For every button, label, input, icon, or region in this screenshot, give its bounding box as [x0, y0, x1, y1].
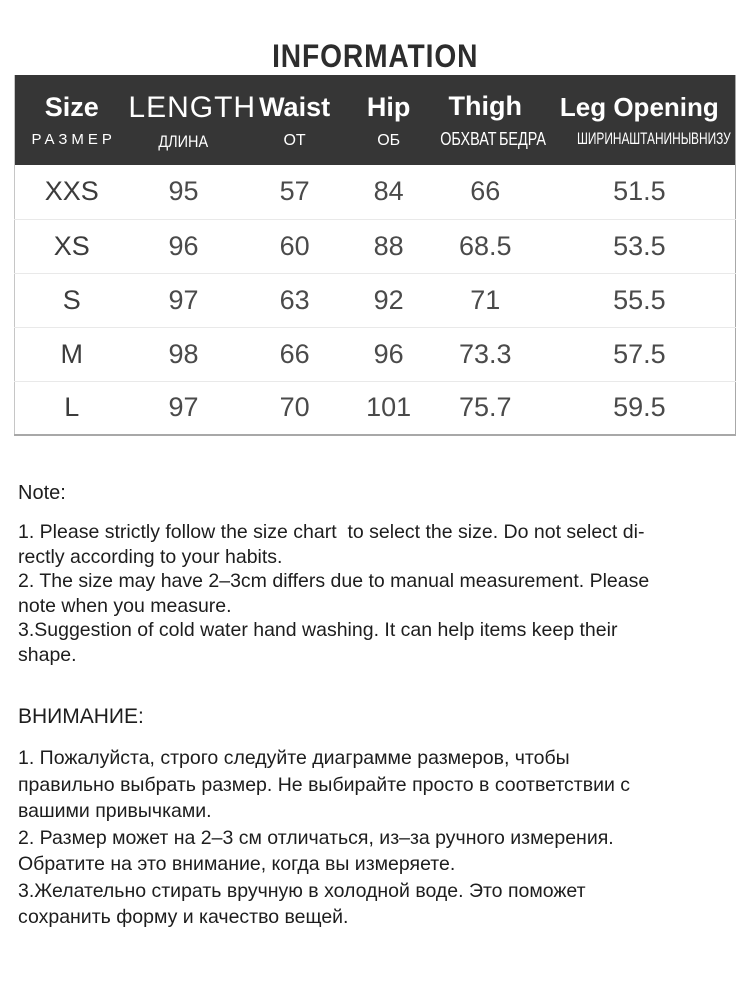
size-row-xs: [15, 219, 736, 273]
thigh-value: 75.7: [427, 381, 544, 435]
thigh-value: 66: [470, 176, 501, 207]
leg-opening-value: 57.5: [544, 327, 736, 381]
column-header-length: [128, 75, 257, 165]
size-label: XS: [15, 219, 129, 273]
note-line: rectly according to your habits.: [18, 545, 283, 568]
attention-line: вашими привычками.: [18, 800, 212, 822]
length-value: 95: [168, 176, 199, 207]
thigh-value: 73.3: [427, 327, 544, 381]
attention-line: Обратите на это внимание, когда вы измеряете.: [18, 853, 456, 875]
length-value: 97: [128, 381, 238, 435]
waist-value: 63: [239, 273, 351, 327]
size-label: XXS: [44, 176, 99, 207]
attention-line: 1. Пожалуйста, строго следуйте диаграмме размеров, чтобы: [18, 747, 570, 769]
hip-value: 92: [350, 273, 426, 327]
size-label: M: [15, 327, 129, 381]
leg-opening-value: 59.5: [544, 381, 736, 435]
size-label: L: [15, 381, 129, 435]
size-label: S: [15, 273, 129, 327]
thigh-value: 68.5: [427, 219, 544, 273]
attention-paragraphs: [18, 745, 732, 931]
column-header-size-ru: РАЗМЕР: [31, 131, 116, 149]
waist-value: 66: [239, 327, 351, 381]
column-header-leg-opening-en: Leg Opening: [559, 91, 719, 122]
size-table: [14, 75, 736, 436]
thigh-value: 71: [427, 273, 544, 327]
waist-value: 60: [239, 219, 351, 273]
length-value: 97: [128, 273, 238, 327]
note-line: 3.Suggestion of cold water hand washing. It can help items keep their: [18, 619, 618, 641]
column-header-waist-ru: ОТ: [283, 131, 306, 149]
column-header-thigh-ru: ОБХВАТ БЕДРА: [440, 129, 546, 150]
leg-opening-value: 55.5: [544, 273, 736, 327]
size-row-s: [15, 273, 736, 327]
hip-value: 88: [350, 219, 426, 273]
attention-line: сохранить форму и качество вещей.: [18, 906, 349, 928]
length-value: 96: [128, 219, 238, 273]
attention-line: 2. Размер может на 2–3 см отличаться, из–за ручного измерения.: [18, 826, 614, 849]
size-row-l: [15, 381, 736, 435]
column-header-size: [15, 75, 129, 165]
leg-opening-value: 51.5: [613, 176, 666, 207]
size-row-m: [15, 327, 736, 381]
title-bar: [0, 0, 750, 75]
hip-value: 96: [350, 327, 426, 381]
size-table-header-row: [15, 75, 736, 165]
note-heading: Note:: [18, 482, 66, 504]
column-header-waist-en: Waist: [259, 91, 331, 122]
waist-value: 57: [279, 176, 310, 207]
attention-line: 3.Желательно стирать вручную в холодной воде. Это поможет: [18, 879, 586, 902]
attention-heading: ВНИМАНИЕ:: [18, 705, 144, 728]
note-line: shape.: [18, 643, 77, 666]
leg-opening-value: 53.5: [544, 219, 736, 273]
hip-value: 84: [373, 176, 404, 207]
page-title: INFORMATION: [271, 38, 479, 74]
column-header-leg-opening-ru: ШИРИНА ШТАНИНЫ ВНИЗУ: [576, 129, 731, 149]
column-header-hip-ru: ОБ: [377, 131, 401, 149]
column-header-hip: [350, 75, 426, 165]
note-line: 1. Please strictly follow the size chart to select the size. Do not select di-: [18, 521, 645, 543]
column-header-length-en: LENGTH: [128, 90, 257, 124]
note-line: note when you measure.: [18, 594, 232, 617]
note-line: 2. The size may have 2–3cm differs due to manual measurement. Please: [18, 570, 650, 592]
column-header-thigh: [427, 75, 544, 165]
column-header-size-en: Size: [44, 92, 99, 123]
notes-section: [18, 482, 732, 931]
length-value: 98: [128, 327, 238, 381]
size-row-xxs: [15, 165, 736, 219]
waist-value: 70: [239, 381, 351, 435]
hip-value: 101: [350, 381, 426, 435]
note-paragraphs: [18, 520, 732, 667]
attention-line: правильно выбрать размер. Не выбирайте просто в соответствии с: [18, 773, 631, 796]
column-header-leg-opening: [544, 75, 736, 165]
column-header-hip-en: Hip: [366, 91, 411, 122]
column-header-length-ru: ДЛИНА: [158, 131, 209, 151]
column-header-thigh-en: Thigh: [448, 90, 523, 121]
